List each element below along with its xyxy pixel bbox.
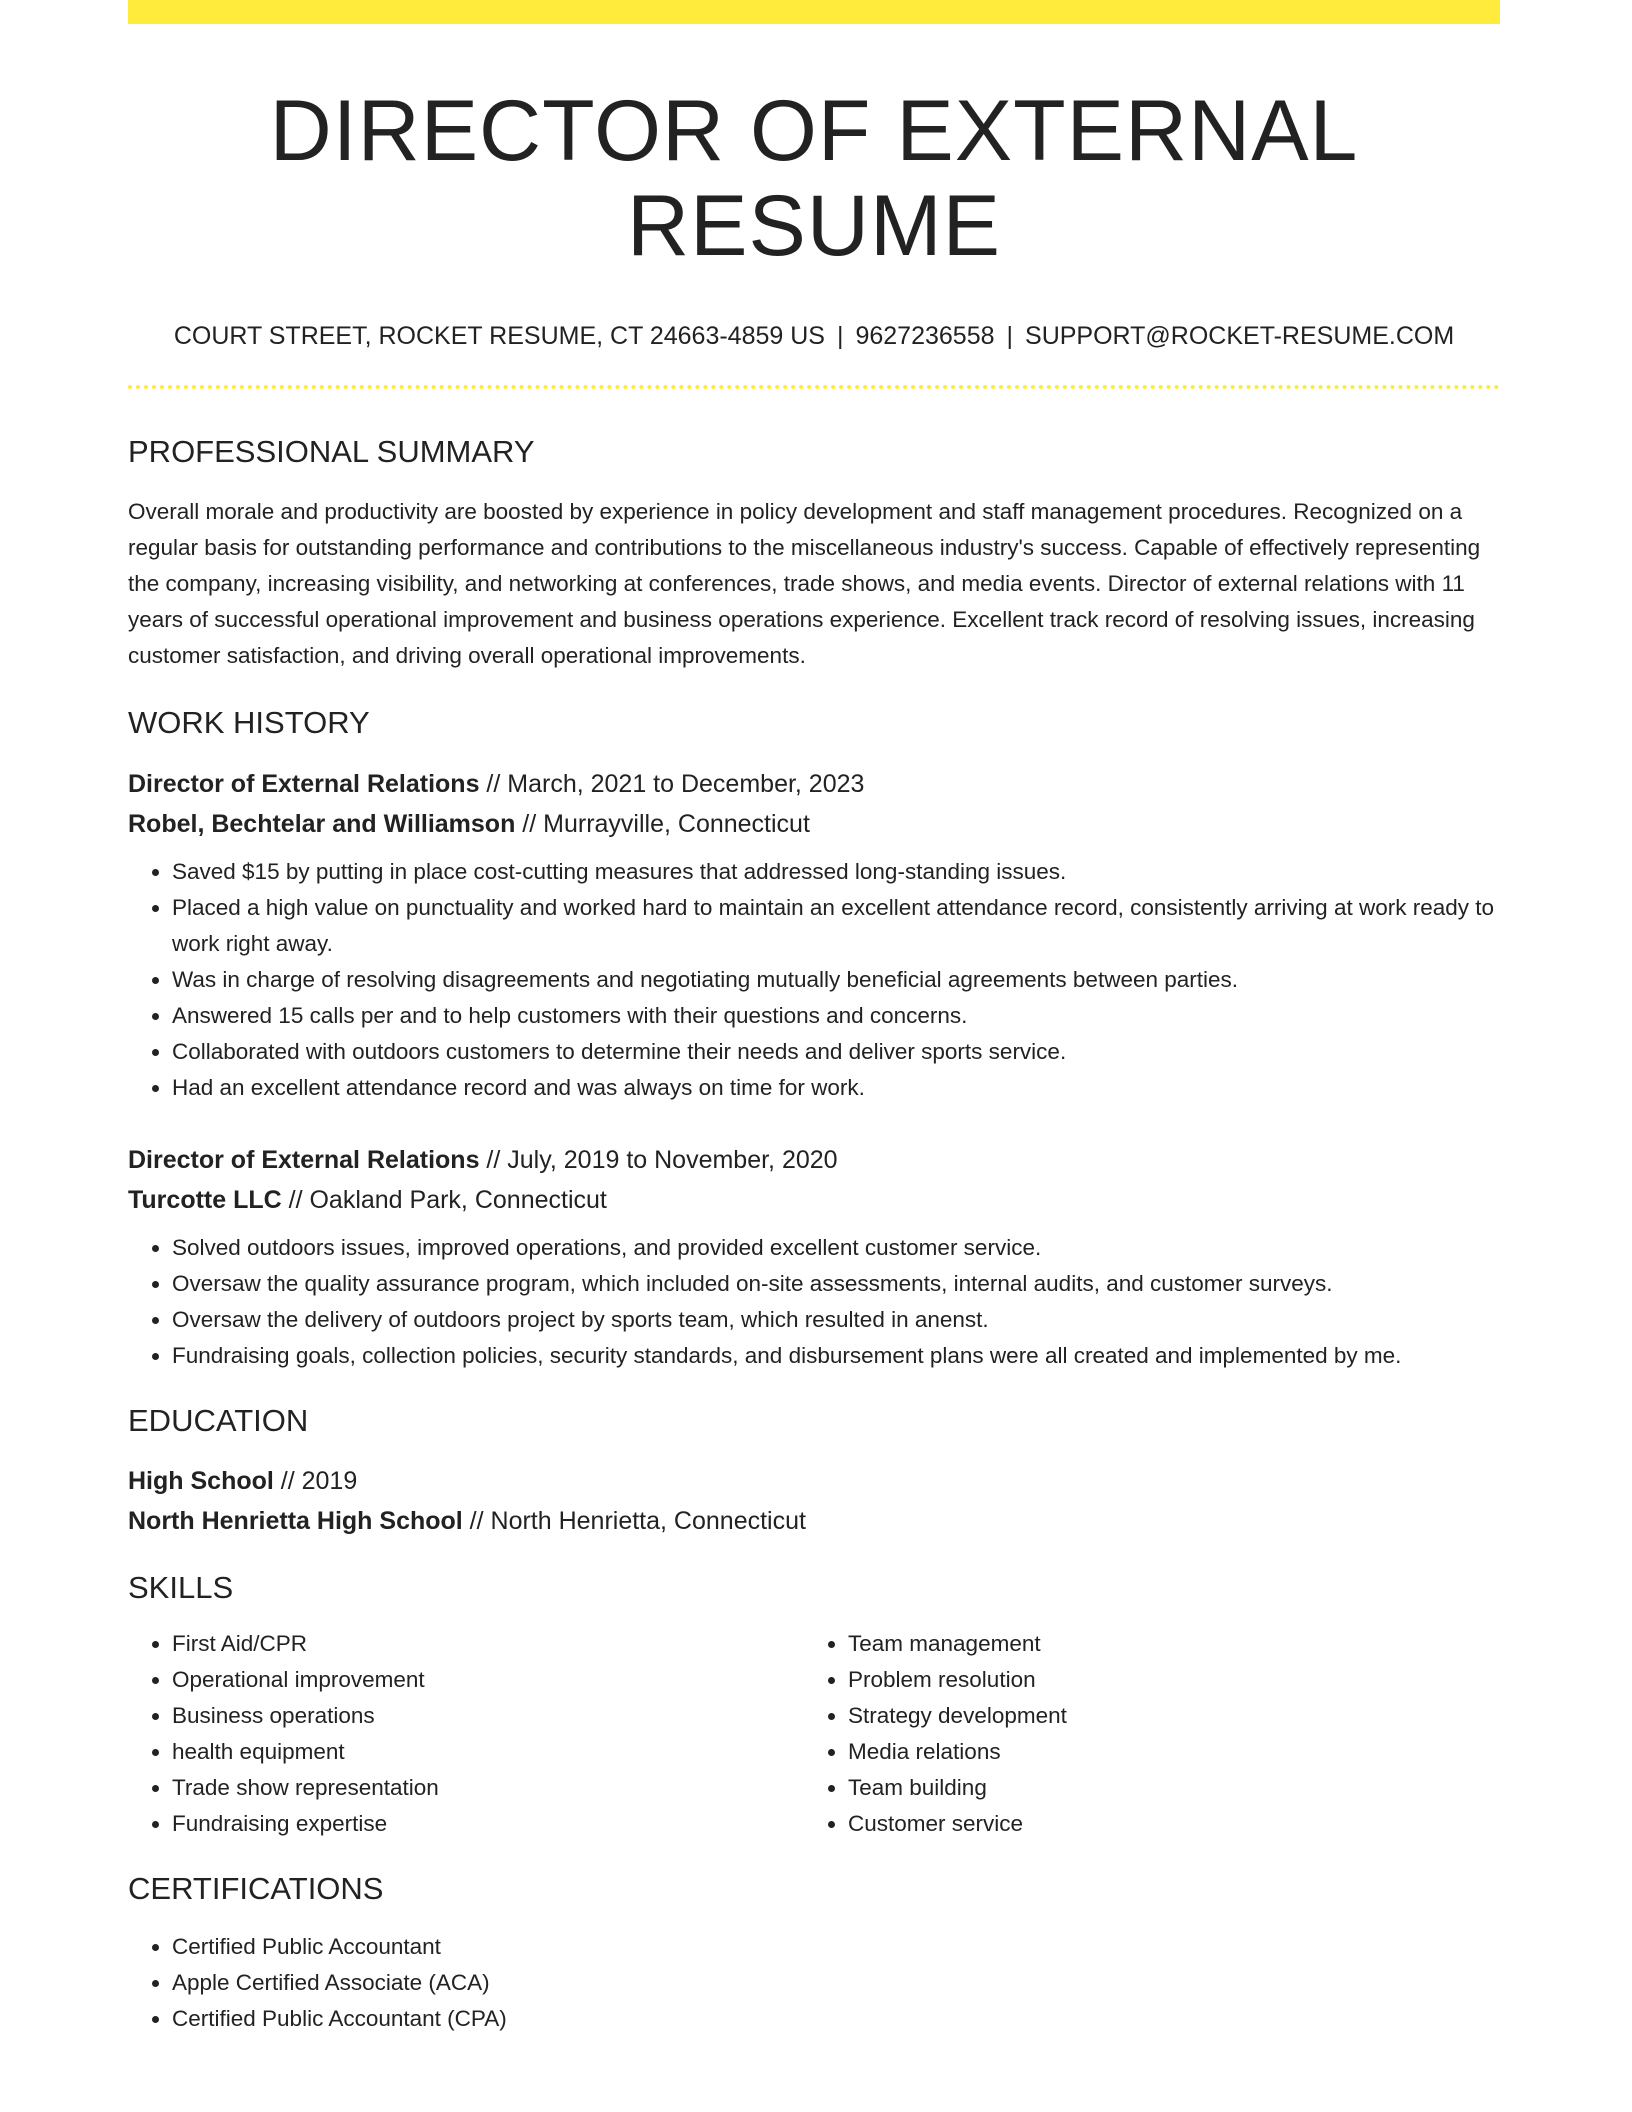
resume-name: DIRECTOR OF EXTERNAL RESUME [269,83,1359,274]
education-year: // 2019 [273,1466,358,1495]
list-item: • Certified Public Accountant (CPA) [172,2001,1500,2037]
list-item: • Operational improvement [172,1662,804,1698]
education-degree: High School [128,1466,274,1495]
job-company-line [128,1180,1500,1220]
job-dates: // July, 2019 to November, 2020 [479,1145,838,1174]
job-location: // Oakland Park, Connecticut [281,1185,607,1214]
list-item: • Apple Certified Associate (ACA) [172,1965,1500,2001]
contact-phone: 9627236558 [855,322,995,351]
summary-text: Overall morale and productivity are boosted by experience in policy development and staff management procedures. Recognized on a regular basis for outstanding performance and contributions to the miscellaneous industry's success. Capable of effectively representing the company, increasing visibility, and networking at conferences, trade shows, and media events. Director of external relations with 11 years of successful operational improvement and business operations experience. Excellent track record of resolving issues, increasing customer satisfaction, and driving overall operational improvements. [128,499,1481,669]
list-item: • Strategy development [848,1698,1480,1734]
skills-list-left [128,1626,804,1842]
job-title-line [128,1140,1500,1180]
skills-heading: SKILLS [128,1569,234,1605]
job-role: Director of External Relations [128,1145,480,1174]
education-entry [128,1461,1500,1541]
resume-page [128,0,1500,2037]
list-item: • Fundraising expertise [172,1806,804,1842]
contact-address: COURT STREET, ROCKET RESUME, CT 24663-4859 US [173,322,825,351]
list-item: • Customer service [848,1806,1480,1842]
skills-list-right [804,1626,1480,1842]
contact-email: SUPPORT@ROCKET-RESUME.COM [1025,322,1455,351]
list-item: • Business operations [172,1698,804,1734]
work-history-heading: WORK HISTORY [128,705,370,741]
certifications-list [128,1929,1500,2037]
certifications-heading: CERTIFICATIONS [128,1870,384,1906]
job-company-line [128,804,1500,844]
job-role: Director of External Relations [128,769,480,798]
list-item: • First Aid/CPR [172,1626,804,1662]
summary-heading: PROFESSIONAL SUMMARY [128,434,535,470]
list-item: • Problem resolution [848,1662,1480,1698]
list-item: • Trade show representation [172,1770,804,1806]
job-entry [128,1140,1500,1374]
list-item: • Placed a high value on punctuality and worked hard to maintain an excellent attendance record, consistently arriving at work ready to work right away. [172,890,1500,962]
contact-separator: | [1006,322,1014,351]
job-company: Robel, Bechtelar and Williamson [128,809,516,838]
job-bullets [128,854,1500,1106]
list-item: • Oversaw the quality assurance program, which included on-site assessments, internal audits, and customer surveys. [172,1266,1500,1302]
list-item: • Team building [848,1770,1480,1806]
education-school-line [128,1501,1500,1541]
list-item: • Fundraising goals, collection policies, security standards, and disbursement plans were all created and implemented by me. [172,1338,1500,1374]
list-item: • Media relations [848,1734,1480,1770]
list-item: • Had an excellent attendance record and was always on time for work. [172,1070,1500,1106]
list-item: • Solved outdoors issues, improved operations, and provided excellent customer service. [172,1230,1500,1266]
job-title-line [128,764,1500,804]
list-item: • Was in charge of resolving disagreements and negotiating mutually beneficial agreements between parties. [172,962,1500,998]
job-location: // Murrayville, Connecticut [515,809,810,838]
list-item: • health equipment [172,1734,804,1770]
dotted-divider [128,385,1500,389]
job-bullets [128,1230,1500,1374]
accent-bar [128,0,1500,24]
education-heading: EDUCATION [128,1402,309,1438]
contact-line [128,321,1500,351]
skills-grid [128,1626,1500,1842]
list-item: • Oversaw the delivery of outdoors project by sports team, which resulted in anenst. [172,1302,1500,1338]
job-company: Turcotte LLC [128,1185,282,1214]
list-item: • Certified Public Accountant [172,1929,1500,1965]
education-school: North Henrietta High School [128,1506,463,1535]
list-item: • Team management [848,1626,1480,1662]
job-dates: // March, 2021 to December, 2023 [479,769,865,798]
contact-separator: | [836,322,844,351]
job-entry [128,764,1500,1106]
education-location: // North Henrietta, Connecticut [462,1506,806,1535]
education-degree-line [128,1461,1500,1501]
list-item: • Saved $15 by putting in place cost-cutting measures that addressed long-standing issues. [172,854,1500,890]
list-item: • Collaborated with outdoors customers to determine their needs and deliver sports service. [172,1034,1500,1070]
list-item: • Answered 15 calls per and to help customers with their questions and concerns. [172,998,1500,1034]
